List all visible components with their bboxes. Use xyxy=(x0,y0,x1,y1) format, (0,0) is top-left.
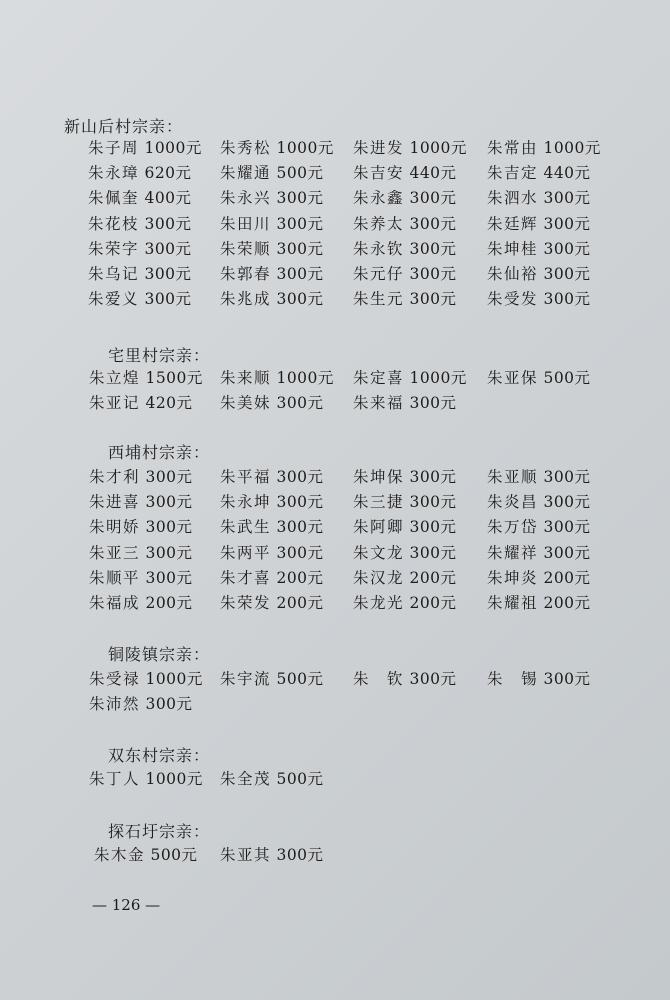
donor-entry xyxy=(353,136,467,158)
donor-name: 朱荣发 xyxy=(220,594,272,612)
donation-amount: 300元 xyxy=(145,468,193,486)
donor-name: 朱美妹 xyxy=(220,394,272,413)
donor-entry xyxy=(353,366,467,388)
donor-name: 朱来福 xyxy=(353,394,405,413)
donation-amount: 300元 xyxy=(409,468,457,486)
donor-entry xyxy=(88,161,192,183)
donor-name: 朱养太 xyxy=(353,214,405,233)
donor-entry xyxy=(220,237,324,259)
donation-amount: 500元 xyxy=(276,670,324,688)
donation-amount: 300元 xyxy=(145,493,193,512)
donor-entry xyxy=(220,490,324,512)
donor-name: 朱亚保 xyxy=(487,369,539,387)
donor-name: 朱花枝 xyxy=(88,214,140,233)
donor-name: 朱元仔 xyxy=(353,265,405,283)
donor-name: 朱武生 xyxy=(220,518,272,537)
donor-entry xyxy=(88,136,202,158)
donation-amount: 300元 xyxy=(543,265,591,283)
donor-entry xyxy=(89,465,193,487)
donation-amount: 300元 xyxy=(543,493,591,512)
donation-amount: 200元 xyxy=(409,568,457,587)
donation-amount: 300元 xyxy=(145,543,193,562)
donor-name: 朱永璋 xyxy=(88,164,140,183)
donation-amount: 300元 xyxy=(409,214,457,233)
donor-name: 朱仙裕 xyxy=(487,265,539,283)
donor-name: 朱亚三 xyxy=(89,543,141,562)
donation-amount: 300元 xyxy=(276,518,324,537)
donor-name: 朱坤炎 xyxy=(487,568,539,587)
donation-amount: 200元 xyxy=(543,568,591,587)
section-title: 新山后村宗亲： xyxy=(64,117,184,136)
donation-amount: 1000元 xyxy=(145,670,203,688)
donor-name: 朱坤桂 xyxy=(487,239,539,258)
donor-entry xyxy=(353,212,457,234)
donor-entry xyxy=(353,465,457,487)
donation-amount: 300元 xyxy=(145,518,193,537)
donor-name: 朱丁人 xyxy=(89,770,141,788)
donor-entry xyxy=(220,287,324,309)
donation-amount: 300元 xyxy=(409,239,457,258)
donor-entry xyxy=(220,391,324,413)
donor-name: 朱田川 xyxy=(220,214,272,233)
donor-entry xyxy=(487,262,591,284)
donor-entry xyxy=(94,843,198,865)
donor-entry xyxy=(220,767,324,789)
donor-entry xyxy=(220,366,334,388)
donor-entry xyxy=(220,465,324,487)
donation-amount: 300元 xyxy=(276,394,324,413)
donation-amount: 300元 xyxy=(409,394,457,413)
donor-name: 朱耀祥 xyxy=(487,543,539,562)
donation-amount: 500元 xyxy=(543,369,591,387)
donation-amount: 420元 xyxy=(145,394,193,413)
section-title: 宅里村宗亲： xyxy=(108,346,211,365)
donor-name: 朱平福 xyxy=(220,468,272,486)
donor-name: 朱明娇 xyxy=(89,518,141,537)
donation-amount: 300元 xyxy=(276,239,324,258)
donation-amount: 440元 xyxy=(409,164,457,183)
donor-entry xyxy=(220,262,324,284)
donor-name: 朱亚顺 xyxy=(487,468,539,486)
donor-name: 朱福成 xyxy=(89,594,141,612)
donor-name: 朱文龙 xyxy=(353,543,405,562)
donation-amount: 300元 xyxy=(276,846,324,864)
donor-name: 朱常由 xyxy=(487,139,539,157)
donor-entry xyxy=(220,541,324,563)
donation-amount: 300元 xyxy=(409,518,457,537)
donation-amount: 300元 xyxy=(276,214,324,233)
donation-amount: 200元 xyxy=(145,594,193,612)
donor-name: 朱阿卿 xyxy=(353,518,405,537)
donor-entry xyxy=(353,391,457,413)
donor-entry xyxy=(353,237,457,259)
donation-amount: 300元 xyxy=(543,518,591,537)
donor-entry xyxy=(220,843,324,865)
donor-entry xyxy=(89,391,193,413)
donor-name: 朱郭春 xyxy=(220,265,272,283)
donation-amount: 200元 xyxy=(409,594,457,612)
donor-entry xyxy=(353,591,457,613)
donation-amount: 200元 xyxy=(276,594,324,612)
donor-entry xyxy=(89,767,203,789)
donation-amount: 300元 xyxy=(144,290,192,309)
donor-entry xyxy=(353,186,457,208)
donor-entry xyxy=(220,186,324,208)
donor-entry xyxy=(88,262,192,284)
donation-amount: 300元 xyxy=(543,670,591,688)
donor-entry xyxy=(353,287,457,309)
donor-name: 朱乌记 xyxy=(88,265,140,283)
donor-entry xyxy=(89,591,193,613)
donation-amount: 1000元 xyxy=(276,369,334,387)
donor-entry xyxy=(487,667,591,689)
donor-entry xyxy=(353,566,457,588)
donor-name: 朱子周 xyxy=(88,139,140,157)
donor-name: 朱永坤 xyxy=(220,493,272,512)
donor-entry xyxy=(89,566,193,588)
donor-name: 朱永鑫 xyxy=(353,189,405,208)
donor-name: 朱吉定 xyxy=(487,164,539,183)
donor-entry xyxy=(88,287,192,309)
donation-amount: 1000元 xyxy=(144,139,202,157)
donor-entry xyxy=(487,591,591,613)
donor-name: 朱永钦 xyxy=(353,239,405,258)
donation-amount: 1000元 xyxy=(276,139,334,157)
donor-entry xyxy=(353,262,457,284)
donation-amount: 1000元 xyxy=(409,139,467,157)
donor-name: 朱进发 xyxy=(353,139,405,157)
donation-amount: 1000元 xyxy=(543,139,601,157)
donor-name: 朱生元 xyxy=(353,290,405,309)
donor-entry xyxy=(353,667,457,689)
donor-name: 朱廷辉 xyxy=(487,214,539,233)
donor-name: 朱亚记 xyxy=(89,394,141,413)
donation-amount: 500元 xyxy=(150,846,198,864)
donor-name: 朱爱义 xyxy=(88,290,140,309)
donor-name: 朱受禄 xyxy=(89,670,141,688)
donor-entry xyxy=(487,515,591,537)
donor-name: 朱吉安 xyxy=(353,164,405,183)
donor-entry xyxy=(487,541,591,563)
donor-name: 朱三捷 xyxy=(353,493,405,512)
section-title: 探石圩宗亲： xyxy=(108,822,211,841)
donor-name: 朱才喜 xyxy=(220,568,272,587)
donation-amount: 1000元 xyxy=(145,770,203,788)
donor-name: 朱进喜 xyxy=(89,493,141,512)
donor-name: 朱定喜 xyxy=(353,369,405,387)
donation-amount: 620元 xyxy=(144,164,192,183)
donation-amount: 300元 xyxy=(276,543,324,562)
donor-entry xyxy=(89,692,193,714)
donor-entry xyxy=(88,186,192,208)
donation-amount: 200元 xyxy=(276,568,324,587)
donation-amount: 300元 xyxy=(276,290,324,309)
donor-name: 朱木金 xyxy=(94,846,146,864)
donor-entry xyxy=(487,136,601,158)
donor-entry xyxy=(487,212,591,234)
donation-amount: 440元 xyxy=(543,164,591,183)
donor-name: 朱顺平 xyxy=(89,568,141,587)
donor-entry xyxy=(89,667,203,689)
donor-entry xyxy=(220,515,324,537)
donor-entry xyxy=(487,566,591,588)
donation-amount: 1500元 xyxy=(145,369,203,387)
donation-amount: 300元 xyxy=(276,493,324,512)
donation-amount: 300元 xyxy=(543,543,591,562)
donor-entry xyxy=(220,136,334,158)
donor-name: 朱荣顺 xyxy=(220,239,272,258)
donation-amount: 500元 xyxy=(276,164,324,183)
donor-entry xyxy=(353,161,457,183)
donation-amount: 300元 xyxy=(145,695,193,714)
donation-amount: 300元 xyxy=(543,189,591,208)
donation-amount: 300元 xyxy=(144,214,192,233)
donation-amount: 300元 xyxy=(543,290,591,309)
donor-name: 朱坤保 xyxy=(353,468,405,486)
donor-name: 朱全茂 xyxy=(220,770,272,788)
donation-amount: 300元 xyxy=(144,239,192,258)
donor-name: 朱龙光 xyxy=(353,594,405,612)
donor-entry xyxy=(88,237,192,259)
donor-name: 朱汉龙 xyxy=(353,568,405,587)
donor-name: 朱秀松 xyxy=(220,139,272,157)
donation-amount: 300元 xyxy=(144,265,192,283)
donor-entry xyxy=(220,161,324,183)
donor-name: 朱宇流 xyxy=(220,670,272,688)
donation-amount: 200元 xyxy=(543,594,591,612)
donor-entry xyxy=(487,287,591,309)
donor-name: 朱亚其 xyxy=(220,846,272,864)
donor-name: 朱万岱 xyxy=(487,518,539,537)
donor-name: 朱泗水 xyxy=(487,189,539,208)
donor-name: 朱两平 xyxy=(220,543,272,562)
donation-amount: 300元 xyxy=(409,189,457,208)
donor-entry xyxy=(89,541,193,563)
donor-name: 朱 锡 xyxy=(487,670,539,688)
donation-amount: 300元 xyxy=(276,265,324,283)
donation-amount: 300元 xyxy=(145,568,193,587)
donor-entry xyxy=(487,237,591,259)
donation-amount: 300元 xyxy=(543,468,591,486)
donation-amount: 300元 xyxy=(409,265,457,283)
donor-entry xyxy=(353,515,457,537)
donor-name: 朱永兴 xyxy=(220,189,272,208)
donor-name: 朱立煌 xyxy=(89,369,141,387)
donor-name: 朱耀祖 xyxy=(487,594,539,612)
donor-entry xyxy=(220,212,324,234)
donor-name: 朱炎昌 xyxy=(487,493,539,512)
donation-amount: 300元 xyxy=(409,290,457,309)
donor-name: 朱荣字 xyxy=(88,239,140,258)
donor-entry xyxy=(487,366,591,388)
section-title: 西埔村宗亲： xyxy=(108,443,211,462)
donor-entry xyxy=(89,490,193,512)
donor-entry xyxy=(487,186,591,208)
donation-amount: 300元 xyxy=(543,239,591,258)
donor-entry xyxy=(220,591,324,613)
donor-entry xyxy=(353,541,457,563)
donor-entry xyxy=(220,566,324,588)
donor-entry xyxy=(487,490,591,512)
donor-entry xyxy=(89,366,203,388)
donor-entry xyxy=(220,667,324,689)
donation-amount: 400元 xyxy=(144,189,192,208)
donor-name: 朱来顺 xyxy=(220,369,272,387)
donor-entry xyxy=(487,161,591,183)
donor-name: 朱才利 xyxy=(89,468,141,486)
donor-name: 朱兆成 xyxy=(220,290,272,309)
donor-name: 朱耀通 xyxy=(220,164,272,183)
donation-amount: 300元 xyxy=(409,543,457,562)
donor-entry xyxy=(89,515,193,537)
donation-amount: 300元 xyxy=(276,468,324,486)
donor-entry xyxy=(487,465,591,487)
donation-amount: 1000元 xyxy=(409,369,467,387)
donation-amount: 500元 xyxy=(276,770,324,788)
donor-name: 朱 钦 xyxy=(353,670,405,688)
donation-amount: 300元 xyxy=(409,670,457,688)
donor-name: 朱沛然 xyxy=(89,695,141,714)
donation-amount: 300元 xyxy=(276,189,324,208)
donor-entry xyxy=(88,212,192,234)
donor-name: 朱受发 xyxy=(487,290,539,309)
donation-amount: 300元 xyxy=(409,493,457,512)
section-title: 铜陵镇宗亲： xyxy=(108,645,211,664)
donation-amount: 300元 xyxy=(543,214,591,233)
page-number: — 126 — xyxy=(92,896,161,914)
donor-name: 朱佩奎 xyxy=(88,189,140,208)
donor-entry xyxy=(353,490,457,512)
section-title: 双东村宗亲： xyxy=(108,746,211,765)
